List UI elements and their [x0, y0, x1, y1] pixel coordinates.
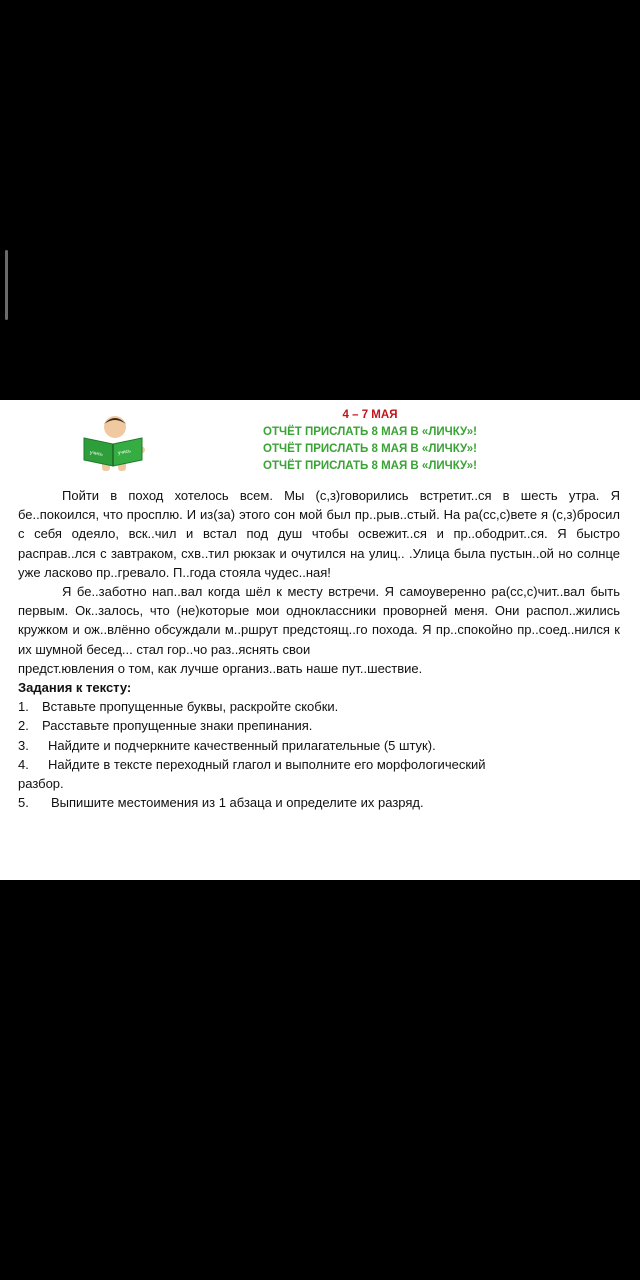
scroll-indicator[interactable]	[5, 250, 8, 320]
logo-book-left-text: учись	[89, 449, 104, 458]
task-number: 2.	[18, 718, 29, 734]
task-item	[18, 716, 620, 735]
task-number: 3.	[18, 737, 29, 753]
notice-line: ОТЧЁТ ПРИСЛАТЬ 8 МАЯ В «ЛИЧКУ»!	[263, 460, 477, 472]
task-number: 4.	[18, 756, 29, 772]
notice-line: ОТЧЁТ ПРИСЛАТЬ 8 МАЯ В «ЛИЧКУ»!	[263, 443, 477, 455]
tasks-title: Задания к тексту:	[18, 680, 132, 696]
document-page	[0, 400, 640, 880]
logo-book-right-text: учись	[117, 448, 132, 457]
task-item	[18, 793, 620, 812]
notice-line: ОТЧЁТ ПРИСЛАТЬ 8 МАЯ В «ЛИЧКУ»!	[263, 426, 477, 438]
task-text: Найдите и подчеркните качественный прилагательные (5 штук).	[48, 737, 436, 753]
task-number: 1.	[18, 699, 29, 715]
header-block	[220, 407, 520, 475]
task-item	[18, 697, 620, 716]
task-text: Вставьте пропущенные буквы, раскройте скобки.	[42, 699, 339, 715]
task-text: Расставьте пропущенные знаки препинания.	[42, 718, 313, 734]
task-number: 5.	[18, 795, 29, 811]
task-text-continued: разбор.	[18, 776, 64, 792]
paragraph-2: Я бе..заботно нап..вал когда шёл к месту встречи. Я самоуверенно ра(сс,с)чит..вал быть первым. Ок..залось, что (не)которые мои одноклассники проворней меня. Они распол..жились кружком и ож..влённо обсуждали м..ршрут предстоящ..го похода. Я пр..спокойно пр..соед..нился к их шумной бесед... стал гор..чо раз..яснять свои	[18, 584, 620, 657]
task-text: Найдите в тексте переходный глагол и выполните его морфологический	[48, 756, 486, 772]
paragraph-2-end: предст.ювления о том, как лучше организ..вать наше пут..шествие.	[18, 660, 423, 676]
task-item	[18, 736, 620, 755]
task-text: Выпишите местоимения из 1 абзаца и определите их разряд.	[51, 795, 424, 811]
date-range: 4 – 7 МАЯ	[342, 409, 398, 421]
logo-reading-boy-icon	[80, 412, 146, 472]
paragraph-1: Пойти в поход хотелось всем. Мы (с,з)говорились встретит..ся в шесть утра. Я бе..покоился, что просплю. И из(за) этого сон мой был пр..рыв..стый. На ра(сс,с)вете я (с,з)бросил с себя одеяло, вск..чил и встал под душ чтобы освежит..ся и пр..ободрит..ся. Я быстро расправ..лся с завтраком, схв..тил рюкзак и очутился на улиц.. .Улица была пустын..ой но солнце уже ласково пр..гревало. П..года стояла чудес..ная!	[18, 488, 620, 580]
document-body	[18, 486, 620, 812]
task-item	[18, 755, 620, 774]
